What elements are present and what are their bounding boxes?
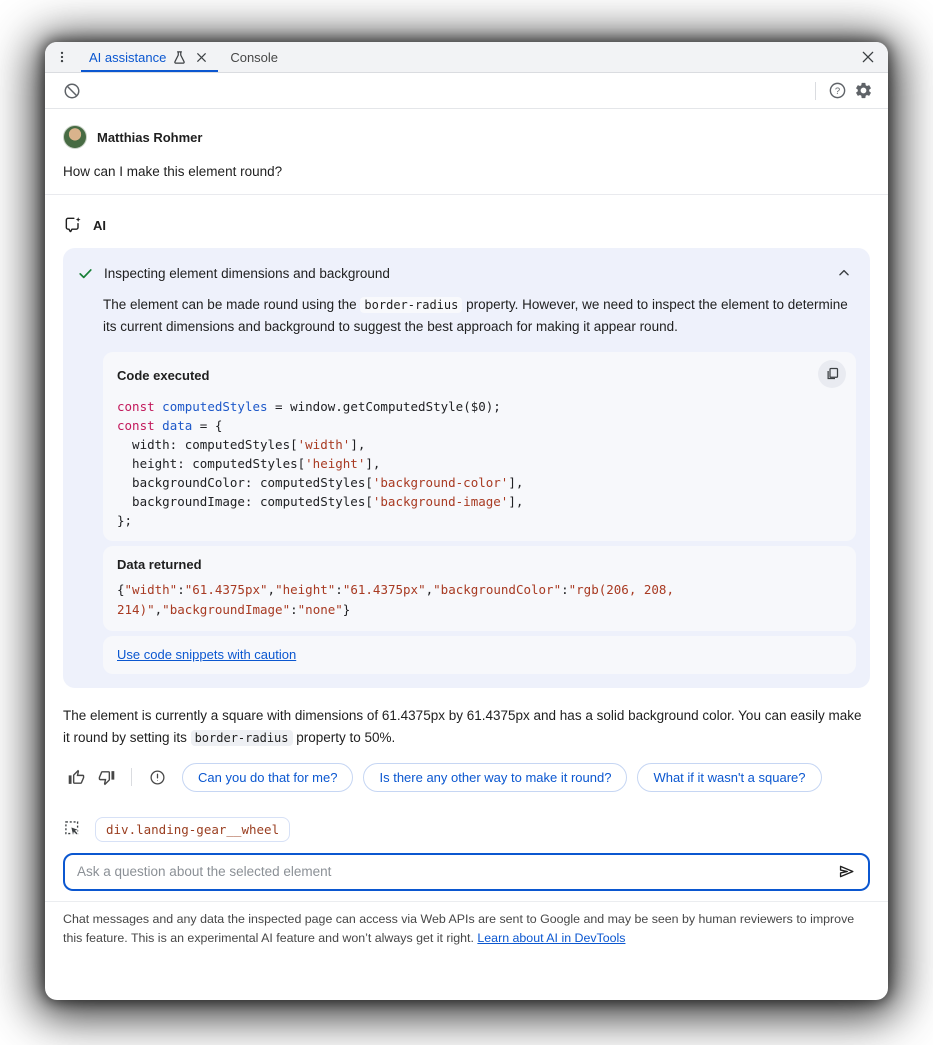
inspect-element-icon (63, 819, 83, 839)
feedback-row (63, 763, 870, 792)
suggestion-chip[interactable]: Can you do that for me? (182, 763, 353, 792)
step-complete-check-icon (77, 265, 94, 282)
user-message-text: How can I make this element round? (63, 164, 283, 179)
ai-message-header (63, 215, 870, 235)
disclaimer-footer (45, 901, 888, 958)
close-icon (860, 49, 876, 65)
selected-element-row (63, 817, 870, 842)
collapse-step-button[interactable] (832, 261, 856, 285)
tab-console[interactable] (220, 42, 288, 72)
copy-icon (825, 366, 840, 381)
send-icon (837, 862, 856, 881)
gear-icon (854, 81, 873, 100)
report-icon (149, 769, 166, 786)
thumbs-up-button[interactable] (63, 764, 89, 790)
devtools-ai-panel (45, 42, 888, 1000)
settings-button[interactable] (850, 78, 876, 104)
inline-code: border-radius (360, 297, 462, 313)
message-divider (45, 194, 888, 195)
inspect-element-button[interactable] (63, 819, 83, 839)
ai-smart-assistant-icon (63, 215, 83, 235)
chat-input-container (63, 853, 870, 891)
disclaimer-text: Chat messages and any data the inspected page can access via Web APIs are sent to Google and may be seen by human reviewers to improve this feature. This is an experimental AI feature and won’t always get it right. (63, 911, 855, 946)
tab-ai-assistance[interactable] (79, 42, 220, 72)
suggestion-chip[interactable]: Is there any other way to make it round? (363, 763, 627, 792)
step-title: Inspecting element dimensions and background (104, 265, 390, 281)
step-header[interactable] (77, 261, 856, 285)
suggestion-chip[interactable]: What if it wasn't a square? (637, 763, 821, 792)
tab-bar (45, 42, 888, 73)
chat-input[interactable] (77, 864, 832, 879)
feedback-separator (131, 768, 132, 786)
experiment-flask-icon (172, 50, 187, 65)
selected-element-chip[interactable]: div.landing-gear__wheel (95, 817, 290, 842)
copy-code-button[interactable] (818, 360, 846, 388)
ai-label: AI (93, 217, 106, 233)
kebab-menu-icon (55, 50, 69, 64)
data-returned-block (103, 546, 856, 631)
learn-about-ai-link[interactable]: Learn about AI in DevTools (477, 931, 626, 946)
ai-answer-text: The element is currently a square with dimensions of 61.4375px by 61.4375px and has a solid background color. You can easily make it round by setting its border-radius property to 50%. (63, 707, 862, 746)
send-button[interactable] (832, 858, 860, 886)
toolbar-separator (815, 82, 816, 100)
step-body (103, 294, 856, 674)
chevron-up-icon (837, 266, 851, 280)
thumbs-down-icon (98, 769, 115, 786)
step-blocks (103, 352, 856, 674)
code-caution-link[interactable]: Use code snippets with caution (117, 646, 297, 662)
user-avatar (63, 125, 87, 149)
code-executed-block (103, 352, 856, 541)
block-icon (63, 82, 81, 100)
report-button[interactable] (144, 764, 170, 790)
caution-block (103, 636, 856, 674)
user-message-header (63, 125, 870, 149)
tabbar-spacer (288, 42, 848, 72)
close-panel-button[interactable] (848, 42, 888, 72)
step-paragraph: The element can be made round using the border-radius property. However, we need to inspect the element to determine its current dimensions and background to suggest the best approach for making it appear round. (103, 297, 848, 335)
suggestion-chips (182, 763, 888, 792)
clear-chat-button[interactable] (59, 78, 85, 104)
tab-close-icon[interactable] (193, 49, 210, 66)
user-name: Matthias Rohmer (97, 129, 203, 145)
inline-code: border-radius (191, 730, 293, 746)
panel-toolbar (45, 73, 888, 109)
tab-ai-assistance-label: AI assistance (89, 49, 167, 65)
thumbs-up-icon (68, 769, 85, 786)
data-returned-title: Data returned (117, 556, 202, 572)
returned-data: {"width":"61.4375px","height":"61.4375px","backgroundColor":"rgb(206, 208, 214)","backgroundImage":"none"} (117, 581, 682, 617)
executed-code: const computedStyles = window.getComputedStyle($0); const data = { width: computedStyles['width'], height: computedStyles['height'], backgroundColor: computedStyles['background-color'], backgroundImage: computedStyles['background-image'], }; (117, 398, 524, 528)
chat-content (45, 109, 888, 1000)
thumbs-down-button[interactable] (93, 764, 119, 790)
code-executed-title: Code executed (117, 367, 210, 383)
ai-step-card (63, 248, 870, 688)
tab-console-label: Console (230, 49, 279, 65)
more-tabs-menu-button[interactable] (45, 42, 79, 72)
help-icon (828, 81, 847, 100)
svg-text:?: ? (834, 85, 840, 97)
help-button[interactable] (824, 78, 850, 104)
